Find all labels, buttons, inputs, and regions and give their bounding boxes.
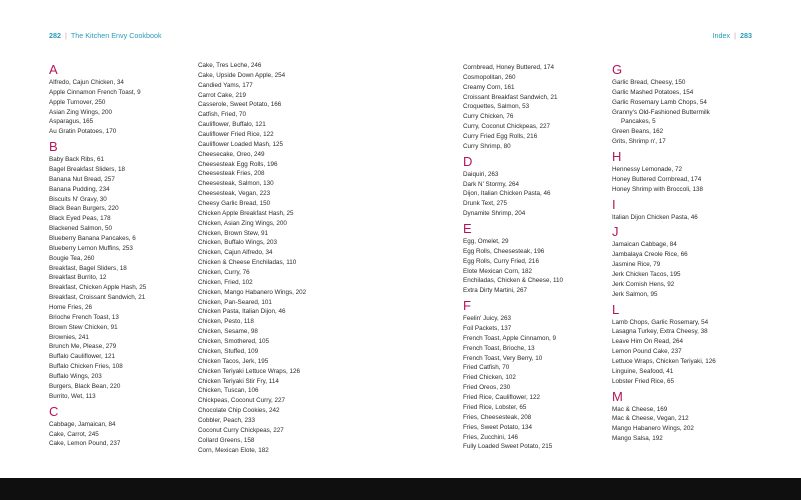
index-entry: Extra Dirty Martini, 267 xyxy=(463,287,528,295)
index-letter-heading: H xyxy=(612,149,622,165)
index-entry: Croissant Breakfast Sandwich, 21 xyxy=(463,93,558,101)
index-entry: Cornbread, Honey Buttered, 174 xyxy=(463,64,555,71)
index-entry: Lemon Pound Cake, 237 xyxy=(612,348,682,356)
index-entry: Hennessy Lemonade, 72 xyxy=(612,166,683,174)
index-entry: Dynamite Shrimp, 204 xyxy=(463,210,526,218)
index-entry: Mac & Cheese, Vegan, 212 xyxy=(612,415,689,423)
index-entry: Lobster Fried Rice, 65 xyxy=(612,377,674,385)
index-entry: Casserole, Sweet Potato, 166 xyxy=(198,101,282,109)
index-entry: Mango Salsa, 192 xyxy=(612,435,663,443)
index-letter-heading: E xyxy=(463,221,472,237)
index-entry: Fried Rice, Cauliflower, 122 xyxy=(463,394,540,402)
index-entry: Chicken & Cheese Enchiladas, 110 xyxy=(198,259,297,267)
index-entry: Honey Buttered Cornbread, 174 xyxy=(612,175,702,183)
index-entry: Bagel Breakfast Sliders, 18 xyxy=(49,166,125,174)
index-entry: Cauliflower, Buffalo, 121 xyxy=(198,121,266,129)
index-entry: Black Eyed Peas, 178 xyxy=(49,215,111,223)
index-entry: Asparagus, 165 xyxy=(49,118,94,126)
index-entry: Fried Chicken, 102 xyxy=(463,374,516,382)
index-letter-heading: L xyxy=(612,301,620,317)
index-entry: Blueberry Banana Pancakes, 6 xyxy=(49,235,136,243)
index-entry: Chicken, Smothered, 105 xyxy=(198,338,270,346)
index-entry: Baby Back Ribs, 61 xyxy=(49,156,104,164)
index-entry: Granny's Old-Fashioned Buttermilk xyxy=(612,108,710,116)
index-entry: Chicken, Stuffed, 109 xyxy=(198,347,259,355)
index-entry: Lettuce Wraps, Chicken Teriyaki, 126 xyxy=(612,358,716,366)
index-entry: Cheesy Garlic Bread, 150 xyxy=(198,200,271,208)
index-entry: French Toast, Apple Cinnamon, 9 xyxy=(463,334,556,342)
index-entry: Feelin' Juicy, 263 xyxy=(463,315,511,323)
index-entry: Grits, Shrimp n', 17 xyxy=(612,138,666,146)
index-entry: Garlic Mashed Potatoes, 154 xyxy=(612,88,694,96)
index-entry: Curry, Coconut Chickpeas, 227 xyxy=(463,123,551,131)
index-entry: Jerk Chicken Tacos, 195 xyxy=(612,271,681,279)
index-entry: Egg Rolls, Curry Fried, 216 xyxy=(463,257,539,265)
index-entry: Cauliflower Loaded Mash, 125 xyxy=(198,140,284,148)
index-entry: Au Gratin Potatoes, 170 xyxy=(49,128,117,136)
index-letter-heading: G xyxy=(612,62,623,77)
index-column-4 xyxy=(612,63,762,444)
index-entry: French Toast, Very Berry, 10 xyxy=(463,354,543,362)
index-entry: Drunk Text, 275 xyxy=(463,200,507,208)
index-entry: Chicken, Mango Habanero Wings, 202 xyxy=(198,288,307,296)
index-entry: Chicken, Sesame, 98 xyxy=(198,328,258,336)
index-entry: Carrot Cake, 219 xyxy=(198,91,246,99)
index-entry: Mango Habanero Wings, 202 xyxy=(612,425,694,433)
index-column-2 xyxy=(198,61,348,455)
index-entry: Brioche French Toast, 13 xyxy=(49,313,119,321)
index-entry: Chicken, Pan-Seared, 101 xyxy=(198,298,272,306)
index-entry: Fully Loaded Sweet Potato, 215 xyxy=(463,443,553,451)
index-entry: Garlic Bread, Cheesy, 150 xyxy=(612,79,686,86)
index-entry: Blackened Salmon, 50 xyxy=(49,225,113,233)
index-entry-continuation: Pancakes, 5 xyxy=(621,118,656,126)
index-entry: Fried Catfish, 70 xyxy=(463,364,510,372)
index-entry: Leave Him On Read, 264 xyxy=(612,338,684,346)
index-entry: Cheesecake, Oreo, 249 xyxy=(198,150,265,158)
index-entry: Jerk Cornish Hens, 92 xyxy=(612,280,675,288)
index-entry: Jamaican Cabbage, 84 xyxy=(612,241,677,249)
index-column-3 xyxy=(463,63,613,452)
index-entry: Black Bean Burgers, 220 xyxy=(49,205,119,213)
index-entry: Breakfast, Chicken Apple Hash, 25 xyxy=(49,284,147,292)
index-entry: Jerk Salmon, 95 xyxy=(612,290,658,298)
index-entry: Enchiladas, Chicken & Cheese, 110 xyxy=(463,277,563,285)
index-entry: Lamb Chops, Garlic Rosemary, 54 xyxy=(612,318,709,326)
index-entry: Biscuits N' Gravy, 30 xyxy=(49,195,107,203)
index-entry: Elote Mexican Corn, 182 xyxy=(463,267,532,275)
book-title: The Kitchen Envy Cookbook xyxy=(70,31,162,40)
index-entry: Italian Dijon Chicken Pasta, 46 xyxy=(612,213,698,221)
index-entry: Egg Rolls, Cheesesteak, 196 xyxy=(463,247,545,255)
index-entry: Lasagna Turkey, Extra Cheesy, 38 xyxy=(612,328,708,336)
index-entry: Mac & Cheese, 169 xyxy=(612,405,668,413)
index-entry: Jambalaya Creole Rice, 66 xyxy=(612,251,688,259)
index-entry: Fried Rice, Lobster, 65 xyxy=(463,403,527,411)
index-entry: Asian Zing Wings, 200 xyxy=(49,108,112,116)
index-entry: Egg, Omelet, 29 xyxy=(463,238,509,246)
right-page-header xyxy=(713,31,752,40)
index-entry: Honey Shrimp with Broccoli, 138 xyxy=(612,185,703,193)
index-entry: Breakfast, Bagel Sliders, 18 xyxy=(49,264,127,272)
index-entry: Cheesesteak Egg Rolls, 196 xyxy=(198,160,278,168)
index-entry: Fries, Cheesesteak, 208 xyxy=(463,413,532,421)
index-entry: Cheesesteak, Vegan, 223 xyxy=(198,190,271,198)
index-entry: Garlic Rosemary Lamb Chops, 54 xyxy=(612,98,707,106)
index-entry: Chicken Tacos, Jerk, 195 xyxy=(198,357,269,365)
index-entry: Cake, Lemon Pound, 237 xyxy=(49,440,121,448)
index-entry: Alfredo, Cajun Chicken, 34 xyxy=(49,79,124,86)
index-entry: Chicken, Cajun Alfredo, 34 xyxy=(198,249,273,257)
index-entry: Curry Chicken, 76 xyxy=(463,113,514,121)
header-separator: | xyxy=(65,31,67,40)
index-entry: Croquettes, Salmon, 53 xyxy=(463,103,530,111)
index-entry: Chicken, Pesto, 118 xyxy=(198,318,254,326)
index-entry: Chickpeas, Coconut Curry, 227 xyxy=(198,397,286,405)
index-entry: Breakfast Burrito, 12 xyxy=(49,274,107,282)
index-entry: Fried Oreos, 230 xyxy=(463,384,511,392)
index-entry: Apple Turnover, 250 xyxy=(49,98,106,106)
index-letter-heading: I xyxy=(612,196,616,212)
index-entry: Fries, Sweet Potato, 134 xyxy=(463,423,532,431)
index-letter-heading: A xyxy=(49,62,58,77)
index-entry: Cosmopolitan, 260 xyxy=(463,73,516,81)
index-entry: Banana Nut Bread, 257 xyxy=(49,175,115,183)
index-entry: French Toast, Brioche, 13 xyxy=(463,344,535,352)
index-entry: Brownies, 241 xyxy=(49,333,89,341)
index-entry: Cabbage, Jamaican, 84 xyxy=(49,420,116,428)
index-entry: Chicken, Tuscan, 106 xyxy=(198,387,259,395)
index-entry: Collard Greens, 158 xyxy=(198,436,255,444)
index-entry: Chicken Teriyaki Lettuce Wraps, 126 xyxy=(198,367,300,375)
index-entry: Buffalo Chicken Fries, 108 xyxy=(49,363,123,371)
index-entry: Chicken, Fried, 102 xyxy=(198,278,253,286)
index-entry: Catfish, Fried, 70 xyxy=(198,111,246,119)
index-entry: Candied Yams, 177 xyxy=(198,81,253,89)
index-entry: Foil Packets, 137 xyxy=(463,325,512,333)
index-letter-heading: B xyxy=(49,139,58,155)
index-entry: Chicken Apple Breakfast Hash, 25 xyxy=(198,209,294,217)
index-entry: Bougie Tea, 260 xyxy=(49,254,95,262)
index-entry: Buffalo Cauliflower, 121 xyxy=(49,353,116,361)
index-entry: Chicken Pasta, Italian Dijon, 46 xyxy=(198,308,286,316)
index-letter-heading: C xyxy=(49,403,59,419)
index-letter-heading: J xyxy=(612,224,619,240)
left-page-number: 282 xyxy=(49,31,61,40)
index-column-1 xyxy=(49,63,199,449)
index-entry: Apple Cinnamon French Toast, 9 xyxy=(49,88,141,96)
index-entry: Chocolate Chip Cookies, 242 xyxy=(198,407,280,415)
index-entry: Coconut Curry Chickpeas, 227 xyxy=(198,426,284,434)
index-entry: Green Beans, 162 xyxy=(612,128,664,136)
index-entry: Cake, Upside Down Apple, 254 xyxy=(198,71,286,79)
index-letter-heading: M xyxy=(612,388,623,404)
index-entry: Blueberry Lemon Muffins, 253 xyxy=(49,244,133,252)
index-entry: Daiquiri, 263 xyxy=(463,170,499,178)
index-entry: Corn, Mexican Elote, 182 xyxy=(198,446,269,454)
index-entry: Breakfast, Croissant Sandwich, 21 xyxy=(49,294,146,302)
index-entry: Creamy Corn, 161 xyxy=(463,83,515,91)
index-entry: Dijon, Italian Chicken Pasta, 46 xyxy=(463,190,551,198)
index-entry: Buffalo Wings, 203 xyxy=(49,373,102,381)
index-entry: Cauliflower Fried Rice, 122 xyxy=(198,131,274,139)
index-entry: Cobbler, Peach, 233 xyxy=(198,416,256,424)
index-entry: Burgers, Black Bean, 220 xyxy=(49,382,121,390)
index-entry: Curry Fried Egg Rolls, 216 xyxy=(463,133,538,141)
index-entry: Chicken Teriyaki Stir Fry, 114 xyxy=(198,377,279,385)
index-entry: Chicken, Curry, 76 xyxy=(198,269,250,277)
index-entry: Chicken, Brown Stew, 91 xyxy=(198,229,269,237)
right-page-number: 283 xyxy=(740,31,752,40)
index-entry: Cake, Carrot, 245 xyxy=(49,430,99,438)
index-letter-heading: D xyxy=(463,153,473,169)
index-entry: Cheesesteak Fries, 208 xyxy=(198,170,265,178)
index-entry: Jasmine Rice, 79 xyxy=(612,261,661,269)
viewer-bottom-bar xyxy=(0,478,801,500)
index-entry: Home Fries, 26 xyxy=(49,304,93,312)
left-page-header xyxy=(49,31,162,40)
index-entry: Curry Shrimp, 80 xyxy=(463,142,511,150)
index-entry: Chicken, Asian Zing Wings, 200 xyxy=(198,219,287,227)
index-entry: Dark N' Stormy, 264 xyxy=(463,180,520,188)
section-title: Index xyxy=(712,31,731,40)
index-entry: Cake, Tres Leche, 246 xyxy=(198,62,262,69)
index-entry: Banana Pudding, 234 xyxy=(49,185,110,193)
index-letter-heading: F xyxy=(463,298,471,314)
index-entry: Fries, Zucchini, 146 xyxy=(463,433,518,441)
index-entry: Cheesesteak, Salmon, 130 xyxy=(198,180,274,188)
index-entry: Brunch Me, Please, 279 xyxy=(49,343,117,351)
index-entry: Brown Stew Chicken, 91 xyxy=(49,323,118,331)
index-entry: Linguine, Seafood, 41 xyxy=(612,367,674,375)
index-entry: Chicken, Buffalo Wings, 203 xyxy=(198,239,277,247)
header-separator: | xyxy=(734,31,736,40)
index-entry: Burrito, Wet, 113 xyxy=(49,392,96,400)
